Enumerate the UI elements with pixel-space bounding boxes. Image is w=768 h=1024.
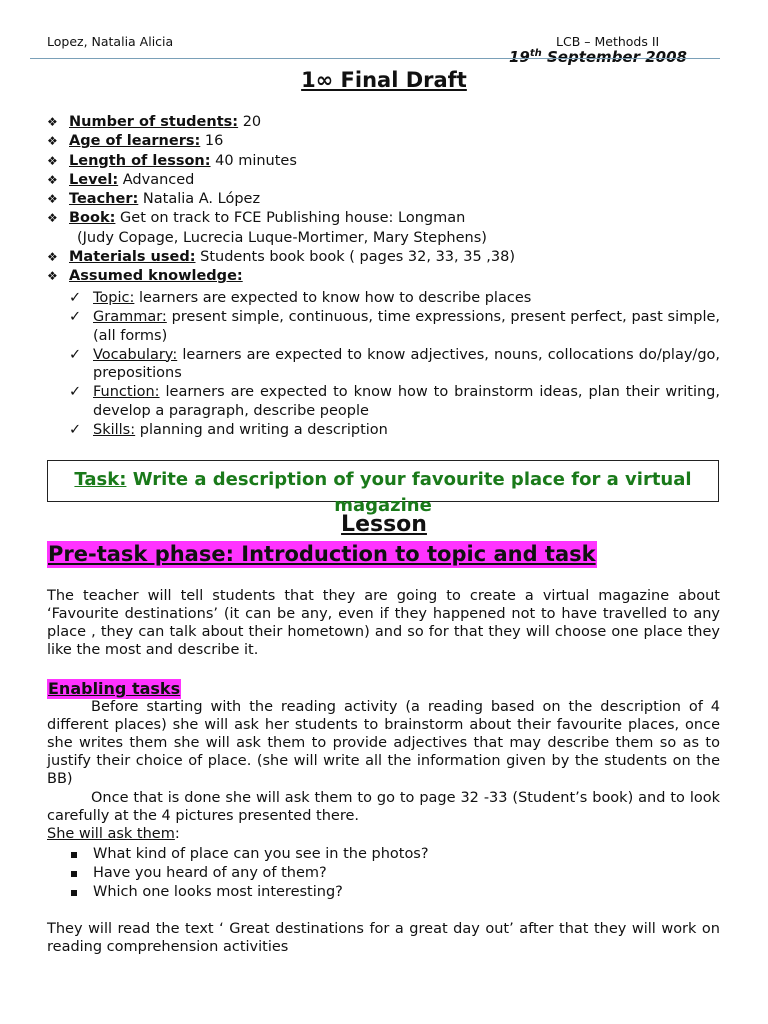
question-text: Which one looks most interesting?: [93, 884, 343, 900]
square-bullet-icon: [71, 890, 77, 896]
diamond-bullet-icon: ❖: [47, 192, 58, 207]
question-text: Have you heard of any of them?: [93, 865, 327, 881]
checkmark-icon: ✓: [69, 290, 82, 306]
fact-label: Level:: [69, 171, 119, 188]
task-text: Write a description of your favourite place for a virtual magazine: [126, 469, 692, 516]
question-item: [69, 883, 429, 902]
question-item: [69, 864, 429, 883]
fact-value: 40 minutes: [215, 152, 297, 169]
square-bullet-icon: [71, 852, 77, 858]
question-text: What kind of place can you see in the photos?: [93, 846, 429, 862]
checkmark-icon: ✓: [69, 346, 82, 363]
diamond-bullet-icon: ❖: [47, 153, 58, 168]
fact-value: Get on track to FCE Publishing house: Longman: [120, 210, 466, 227]
date-day: 19: [509, 48, 530, 66]
document-title: 1∞ Final Draft: [301, 68, 467, 92]
assumed-label: Function:: [93, 384, 160, 400]
assumed-item: [69, 289, 720, 308]
fact-value: Advanced: [122, 171, 195, 188]
assumed-item: [69, 308, 720, 345]
book-authors: (Judy Copage, Lucrecia Luque-Mortimer, Mary Stephens): [77, 229, 487, 246]
fact-label: Assumed knowledge:: [69, 268, 243, 285]
fact-item: [47, 113, 727, 132]
task-box: [47, 460, 719, 516]
reading-paragraph: They will read the text ‘ Great destinations for a great day out’ after that they will work on reading comprehension activities: [47, 921, 720, 955]
assumed-label: Skills:: [93, 421, 136, 438]
assumed-knowledge-list: [69, 289, 720, 440]
diamond-bullet-icon: ❖: [47, 211, 58, 226]
fact-value: Natalia A. López: [142, 191, 261, 208]
fact-item: [47, 248, 727, 267]
fact-label: Teacher:: [69, 191, 139, 208]
diamond-bullet-icon: ❖: [47, 249, 58, 264]
questions-list: [69, 845, 429, 902]
checkmark-icon: ✓: [69, 421, 82, 438]
fact-item: [47, 190, 727, 209]
fact-value: Students book book ( pages 32, 33, 35 ,38): [200, 248, 516, 265]
assumed-item: [69, 383, 720, 420]
pre-task-phase-heading: Pre-task phase: Introduction to topic and task: [48, 542, 596, 566]
diamond-bullet-icon: ❖: [47, 172, 58, 187]
fact-item: [47, 132, 727, 151]
fact-label: Age of learners:: [69, 133, 201, 150]
fact-label: Book:: [69, 210, 116, 227]
assumed-item: [69, 346, 720, 383]
author-name: Lopez, Natalia Alicia: [47, 34, 174, 49]
assumed-text: learners are expected to know adjectives, nouns, collocations do/play/go, prepositions: [93, 346, 720, 381]
fact-item: [47, 267, 727, 286]
document-date: [509, 48, 687, 66]
enabling-paragraph-2: Once that is done she will ask them to go to page 32 -33 (Student’s book) and to look carefully at the 4 pictures presented there.: [47, 790, 720, 824]
ask-them-line: [47, 825, 180, 843]
assumed-text: planning and writing a description: [135, 421, 388, 438]
assumed-label: Topic:: [93, 290, 135, 306]
ask-them-label: She will ask them: [47, 826, 175, 842]
assumed-label: Vocabulary:: [93, 346, 178, 363]
assumed-item: [69, 421, 720, 440]
diamond-bullet-icon: ❖: [47, 134, 58, 149]
diamond-bullet-icon: ❖: [47, 115, 58, 129]
fact-label: Materials used:: [69, 248, 196, 265]
fact-item: [47, 209, 727, 228]
fact-label: Number of students:: [69, 114, 239, 130]
enabling-paragraph-1: Before starting with the reading activity (a reading based on the description of 4 different places) she will ask her students to brainstorm about their favourite places, once she writes them she will ask them to provide adjectives that may describe them so as to justify their choice of place. (she will write all the information given by the students on the BB): [47, 699, 720, 787]
assumed-label: Grammar:: [93, 309, 167, 325]
square-bullet-icon: [71, 871, 77, 877]
fact-value: 20: [242, 114, 262, 130]
ask-them-colon: :: [174, 826, 180, 842]
assumed-text: present simple, continuous, time expressions, present perfect, past simple, (all forms): [93, 309, 720, 344]
fact-item: [47, 171, 727, 190]
diamond-bullet-icon: ❖: [47, 269, 58, 284]
intro-paragraph: The teacher will tell students that they are going to create a virtual magazine about ‘Favourite destinations’ (it can be any, even if they happened not to have travelled to any place , they can talk about their hometown) and so for that they will choose one place they like the most and describe it.: [47, 588, 720, 658]
fact-continuation: [47, 229, 727, 248]
fact-value: 16: [204, 133, 224, 150]
lesson-heading: Lesson: [341, 512, 427, 537]
assumed-text: learners are expected to know how to describe places: [134, 290, 532, 306]
course-name: LCB – Methods II: [556, 34, 660, 49]
lesson-facts-list: [47, 113, 727, 286]
date-suffix: th: [529, 48, 542, 59]
checkmark-icon: ✓: [69, 309, 82, 325]
question-item: [69, 845, 429, 864]
fact-item: [47, 152, 727, 171]
header-rule: [30, 58, 720, 59]
enabling-tasks-heading: Enabling tasks: [48, 679, 181, 698]
assumed-text: learners are expected to know how to brainstorm ideas, plan their writing, develop a paragraph, describe people: [93, 384, 720, 419]
date-rest: September 2008: [541, 48, 687, 66]
checkmark-icon: ✓: [69, 384, 82, 400]
fact-label: Length of lesson:: [69, 152, 211, 169]
task-label: Task:: [74, 469, 127, 490]
